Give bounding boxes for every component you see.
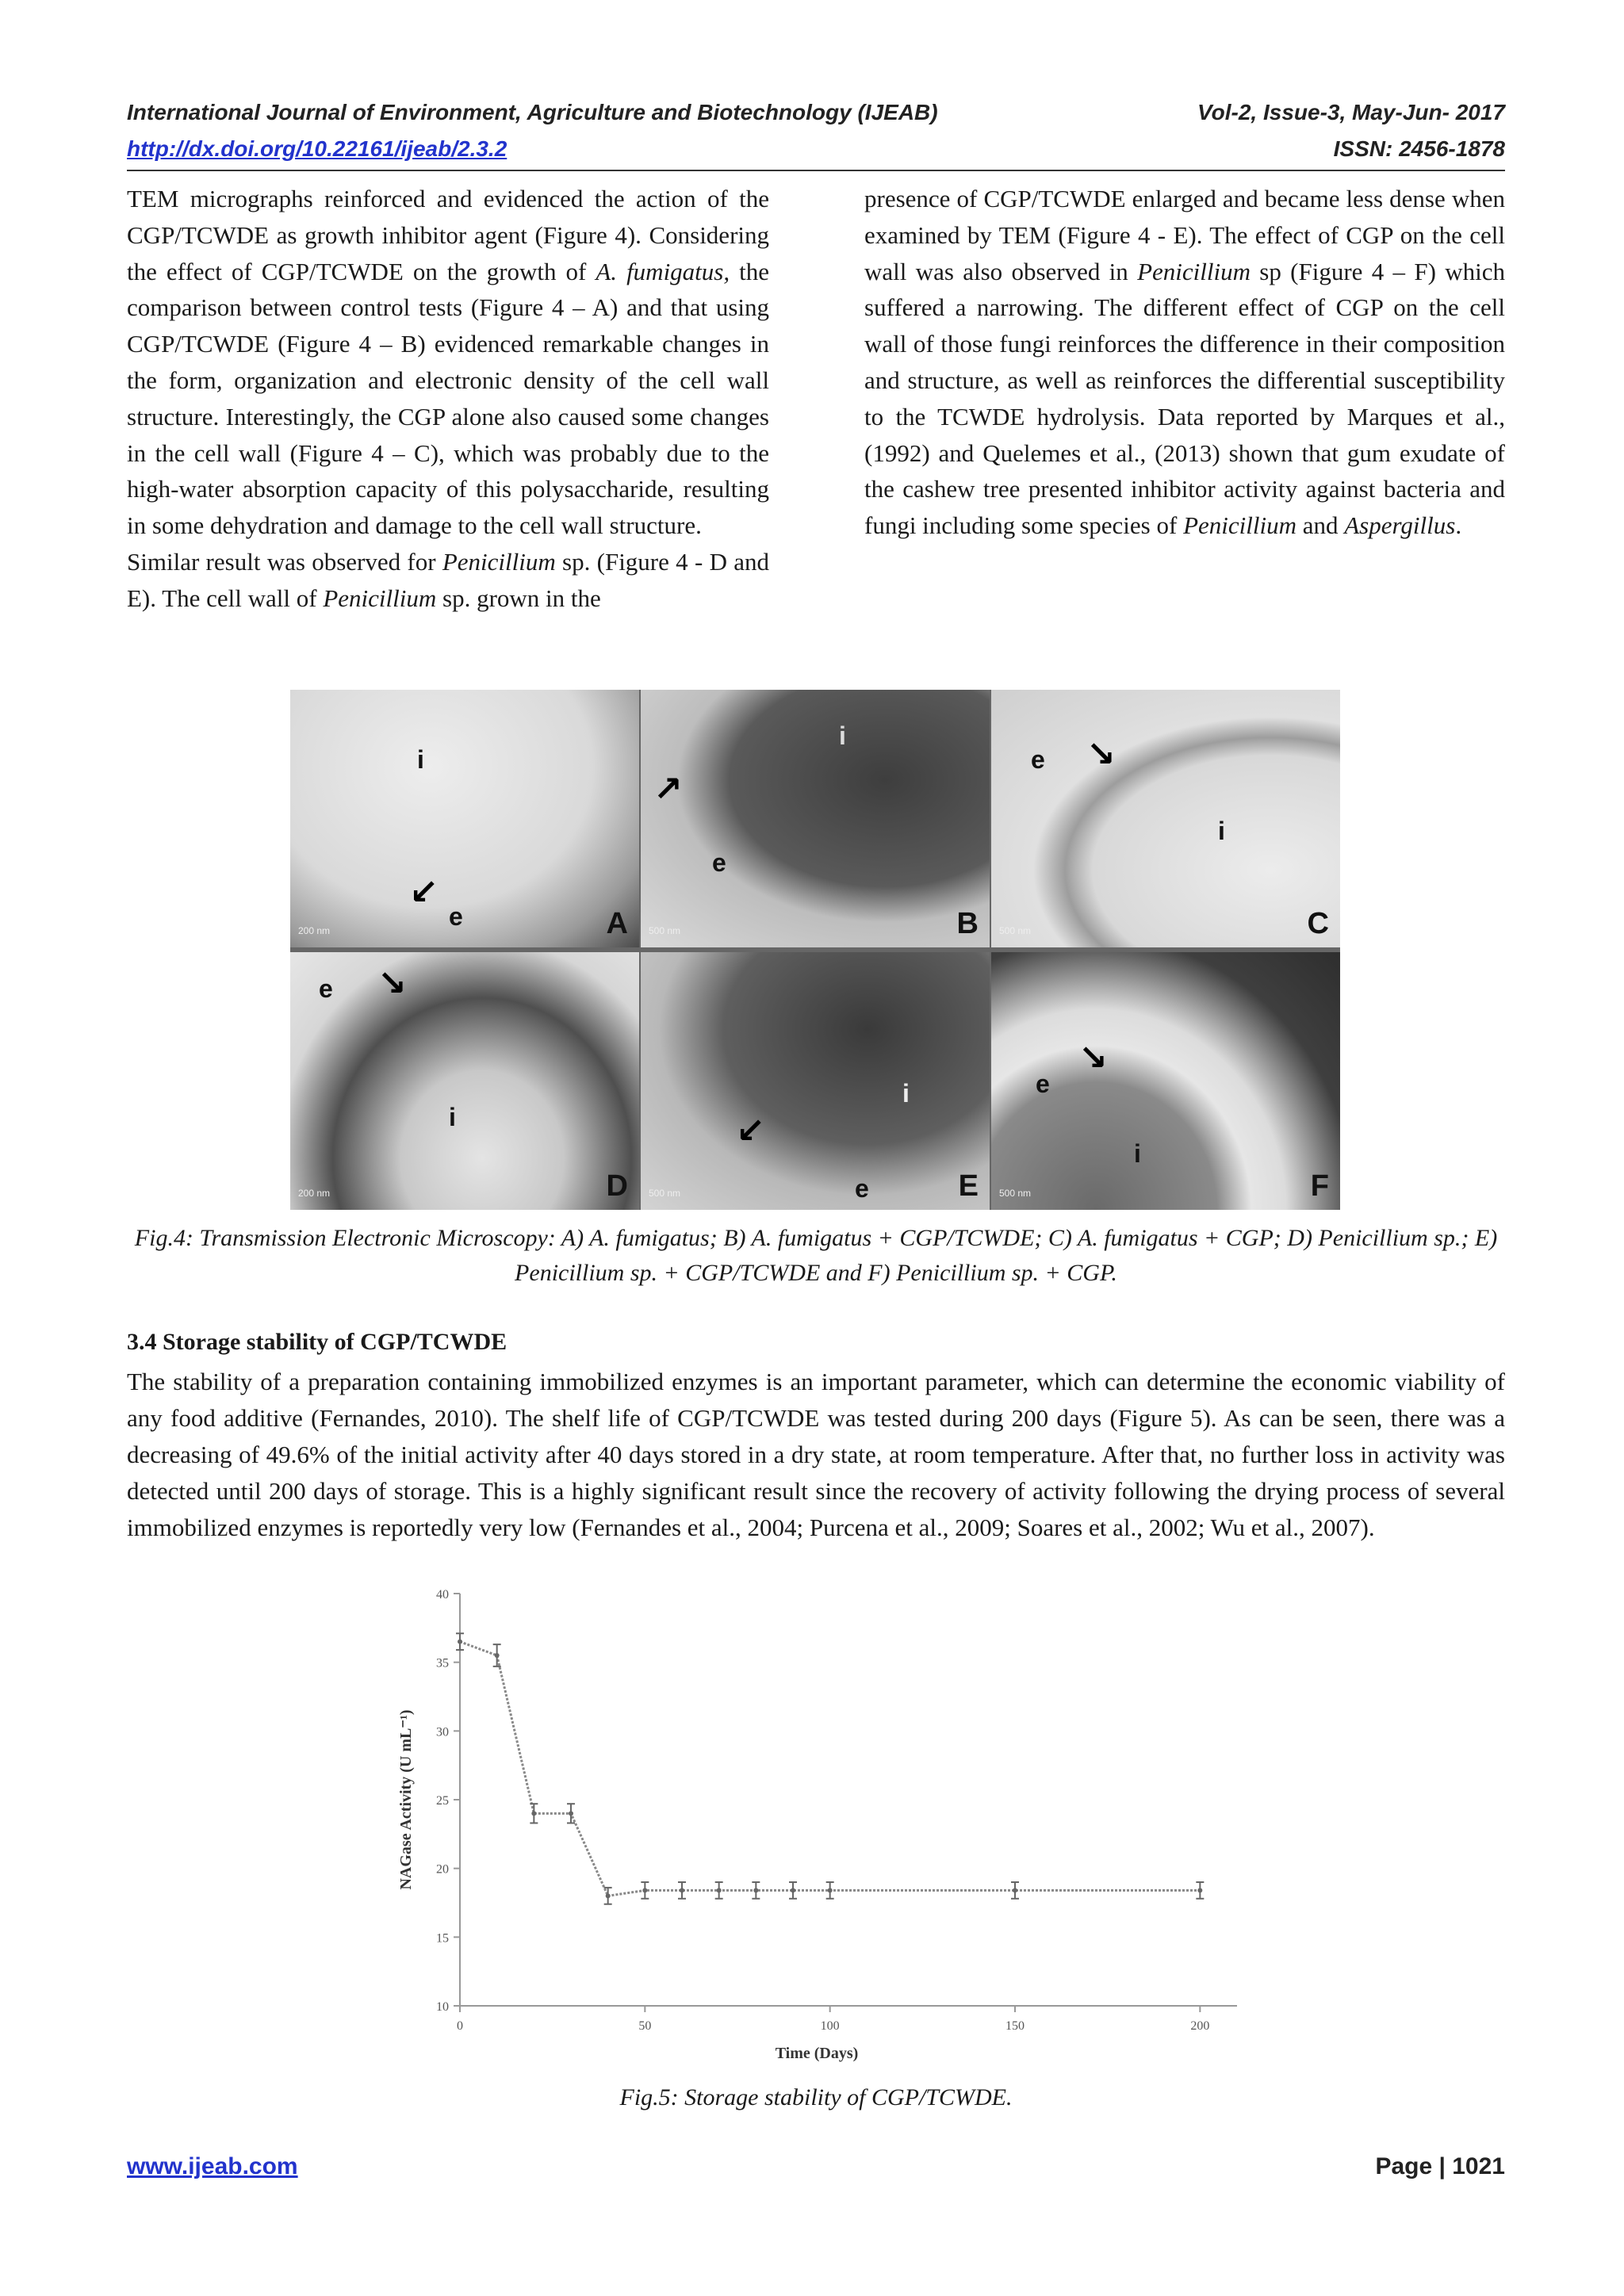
doi-link[interactable]: http://dx.doi.org/10.22161/ijeab/2.3.2 [127,136,508,161]
y-axis-label: NAGase Activity (U mL⁻¹) [397,1709,415,1890]
section-paragraph [127,1364,1505,1546]
panel-letter: A [606,907,628,940]
y-tick-label: 40 [436,1588,449,1601]
x-axis-label: Time (Days) [775,2045,859,2062]
arrow-icon: ↘ [1078,1038,1108,1078]
x-tick-label: 50 [638,2019,652,2033]
species-name: Penicillium [1137,257,1251,285]
tem-panel-f [991,952,1340,1210]
panel-tag: i [839,721,846,750]
x-tick-label: 200 [1190,2019,1210,2033]
tem-panel-d [290,952,639,1210]
data-point [680,1888,684,1892]
panel-tag: i [1134,1139,1141,1168]
panel-letter: C [1307,907,1329,940]
text-run: TEM micrographs reinforced and evidenced the action of the CGP/TCWDE as growth inhibitor agent (Figure 4). Considering the effect of CGP/TCWDE on the growth of [127,185,769,285]
panel-tag: e [712,848,726,877]
paragraph [127,544,769,617]
right-column [864,181,1505,544]
text-run: the comparison between control tests (Figure 4 – A) and that using CGP/TCWDE (Figure 4 – B) evidenced remarkable changes in the form, organization and electronic density of the cell wall structure. Interestingly, the CGP alone also caused some changes in the cell wall (Figure 4 – C), which was probably due to the high-water absorption capacity of this polysaccharide, resulting in some dehydration and damage to the cell wall structure. [127,257,769,540]
scale-bar: 200 nm [298,925,331,936]
arrow-icon: ↗ [653,769,683,809]
data-point [1197,1888,1202,1892]
panel-tag: i [902,1079,910,1108]
left-column [127,181,769,617]
y-tick-label: 10 [436,2000,449,2014]
text-run: sp (Figure 4 – F) which suffered a narrowing. The different effect of CGP on the cell wall of those fungi reinforces the difference in their composition and structure, as well as reinforces the differential susceptibility to the TCWDE hydrolysis. Data reported by Marques et al., (1992) and Quelemes et al., (2013) shown that gum exudate of the cashew tree presented inhibitor activity against bacteria and fungi including some species of [864,257,1505,540]
page-number: Page | 1021 [1375,2153,1505,2179]
panel-letter: D [606,1169,628,1203]
scale-bar: 500 nm [649,1188,681,1199]
tem-panel-b [641,690,990,947]
storage-stability-chart [381,1578,1253,2069]
text-run: sp. grown in the [436,584,601,612]
arrow-icon: ↘ [1086,734,1116,775]
panel-letter: E [958,1169,979,1203]
scale-bar: 500 nm [649,925,681,936]
panel-tag: e [855,1174,869,1203]
x-tick-label: 0 [457,2019,463,2033]
arrow-icon: ↘ [377,963,407,1004]
series-line [460,1642,1200,1896]
panel-tag: i [1218,817,1225,845]
text-run: sp. (Figure 4 - D and E). The cell wall of [127,547,769,612]
data-point [717,1888,722,1892]
panel-tag: i [449,1103,456,1131]
species-name: A. fumigatus, [596,257,730,285]
tem-panel-c [991,690,1340,947]
y-tick-label: 15 [436,1931,449,1946]
panel-tag: e [1031,745,1045,774]
panel-letter: F [1310,1169,1329,1203]
panel-tag: e [319,974,333,1003]
data-point [458,1640,462,1644]
data-point [495,1653,500,1658]
scale-bar: 500 nm [999,1188,1032,1199]
text-run: . [1455,511,1462,540]
y-tick-label: 35 [436,1656,449,1670]
x-tick-label: 100 [820,2019,840,2033]
tem-figure [290,690,1340,1210]
paragraph [864,181,1505,544]
figure-5-caption: Fig.5: Storage stability of CGP/TCWDE. [619,2084,1013,2110]
species-name: Penicillium [442,547,556,576]
arrow-icon: ↙ [736,1111,765,1151]
data-point [531,1811,536,1816]
scale-bar: 200 nm [298,1188,331,1199]
x-tick-label: 150 [1005,2019,1025,2033]
issn: ISSN: 2456-1878 [1333,136,1505,161]
panel-letter: B [956,907,979,940]
data-point [606,1893,611,1898]
tem-panel-a [290,690,639,947]
section-title: 3.4 Storage stability of CGP/TCWDE [127,1329,508,1355]
species-name: Aspergillus [1344,511,1456,540]
figure-4-caption: Fig.4: Transmission Electronic Microscopy: A) A. fumigatus; B) A. fumigatus + CGP/TCWDE; C) A. fumigatus + CGP; D) Penicillium sp.; E) Penicillium sp. + CGP/TCWDE and F) Penicillium sp. + CGP. [134,1225,1498,1286]
scale-bar: 500 nm [999,925,1032,936]
arrow-icon: ↙ [409,872,439,913]
data-point [642,1888,647,1892]
text-run: and [1296,511,1345,540]
panel-tag: i [417,745,424,774]
species-name: Penicillium [1183,511,1297,540]
y-tick-label: 30 [436,1725,449,1739]
journal-title: International Journal of Environment, Agriculture and Biotechnology (IJEAB) [127,100,938,124]
data-point [569,1811,573,1816]
volume-info: Vol-2, Issue-3, May-Jun- 2017 [1197,100,1505,124]
y-tick-label: 20 [436,1862,449,1877]
data-point [1013,1888,1017,1892]
paragraph [127,181,769,544]
panel-tag: e [449,902,463,931]
text-run: presence of CGP/TCWDE enlarged and became less dense when examined by TEM (Figure 4 - E). The effect of CGP on the cell wall was also observed in [864,185,1505,285]
panel-tag: e [1036,1070,1050,1098]
tem-panel-e [641,952,990,1210]
header-divider [127,170,1505,171]
text-run: Similar result was observed for [127,547,442,576]
paragraph-text: The stability of a preparation containing immobilized enzymes is an important parameter, which can determine the economic viability of any food additive (Fernandes, 2010). The shelf life of CGP/TCWDE was tested during 200 days (Figure 5). As can be seen, there was a decreasing of 49.6% of the initial activity after 40 days stored in a dry state, at room temperature. After that, no further loss in activity was detected until 200 days of storage. This is a highly significant result since the recovery of activity following the drying process of several immobilized enzymes is reportedly very low (Fernandes et al., 2004; Purcena et al., 2009; Soares et al., 2002; Wu et al., 2007). [127,1368,1505,1541]
data-point [753,1888,758,1892]
species-name: Penicillium [323,584,437,612]
website-link[interactable]: www.ijeab.com [127,2153,298,2179]
data-point [828,1888,833,1892]
y-tick-label: 25 [436,1794,449,1808]
data-point [791,1888,795,1892]
